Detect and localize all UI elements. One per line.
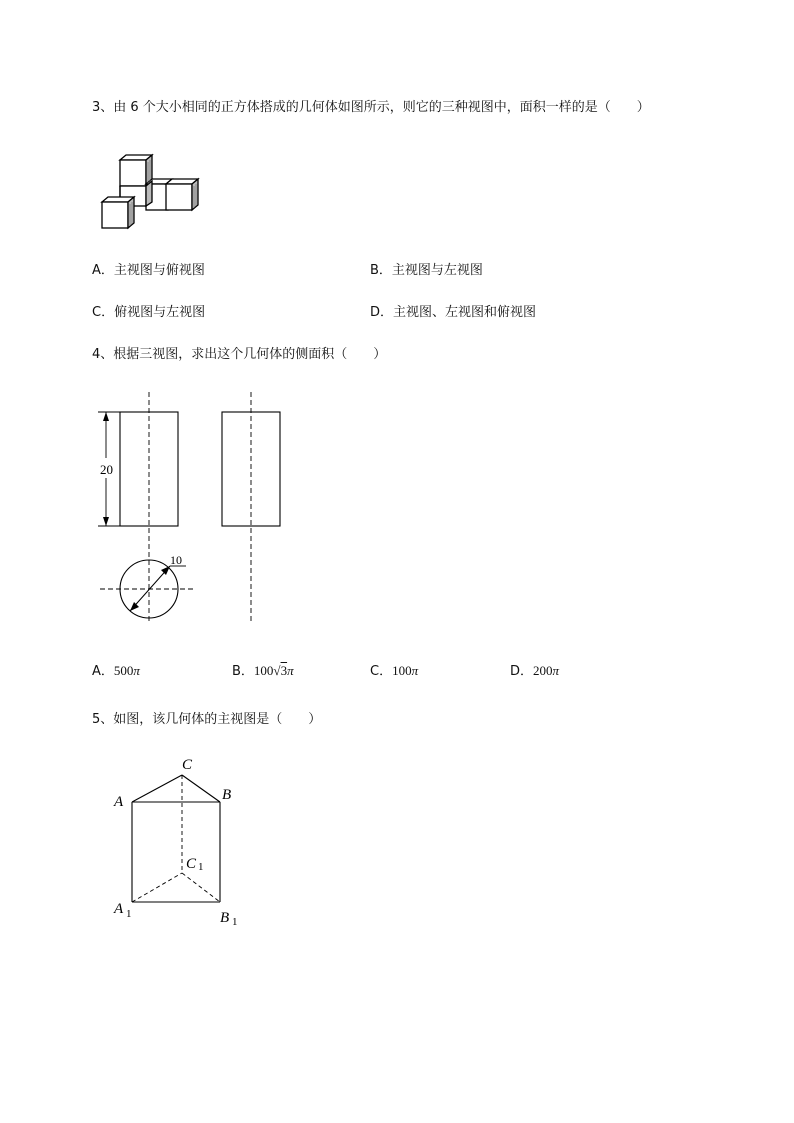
vertex-c1-sub: 1 — [198, 861, 204, 873]
diameter-label: 10 — [170, 553, 182, 567]
triangular-prism-figure — [110, 755, 260, 935]
vertex-b1-sub: 1 — [232, 916, 238, 928]
q3-option-d[interactable]: D．主视图、左视图和俯视图 — [370, 305, 537, 320]
question-4-text: 4、根据三视图，求出这个几何体的侧面积（ ） — [92, 347, 387, 362]
vertex-a1: A — [114, 901, 124, 917]
q3-option-a[interactable]: A．主视图与俯视图 — [92, 263, 205, 278]
vertex-b1: B — [220, 910, 230, 926]
sqrt-sign: √3 — [273, 663, 288, 678]
vertex-c1: C — [186, 856, 197, 872]
q4-option-c[interactable]: C．100π — [370, 663, 419, 679]
question-3-text: 3、由 6 个大小相同的正方体搭成的几何体如图所示，则它的三种视图中，面积一样的是（ ） — [92, 100, 650, 115]
q4-option-d[interactable]: D．200π — [510, 663, 560, 679]
vertex-b: B — [222, 787, 232, 803]
cube-stack-figure — [98, 152, 208, 232]
vertex-a: A — [114, 794, 124, 810]
height-label: 20 — [100, 462, 113, 477]
q4-option-a[interactable]: A．500π — [92, 663, 140, 679]
q3-option-b[interactable]: B．主视图与左视图 — [370, 263, 483, 278]
vertex-c: C — [182, 757, 193, 773]
q3-option-c[interactable]: C．俯视图与左视图 — [92, 305, 206, 320]
q4-option-b[interactable]: B．100√3π — [232, 663, 294, 679]
vertex-a1-sub: 1 — [126, 908, 132, 920]
question-5-text: 5、如图，该几何体的主视图是（ ） — [92, 712, 322, 727]
three-view-figure — [90, 390, 300, 630]
